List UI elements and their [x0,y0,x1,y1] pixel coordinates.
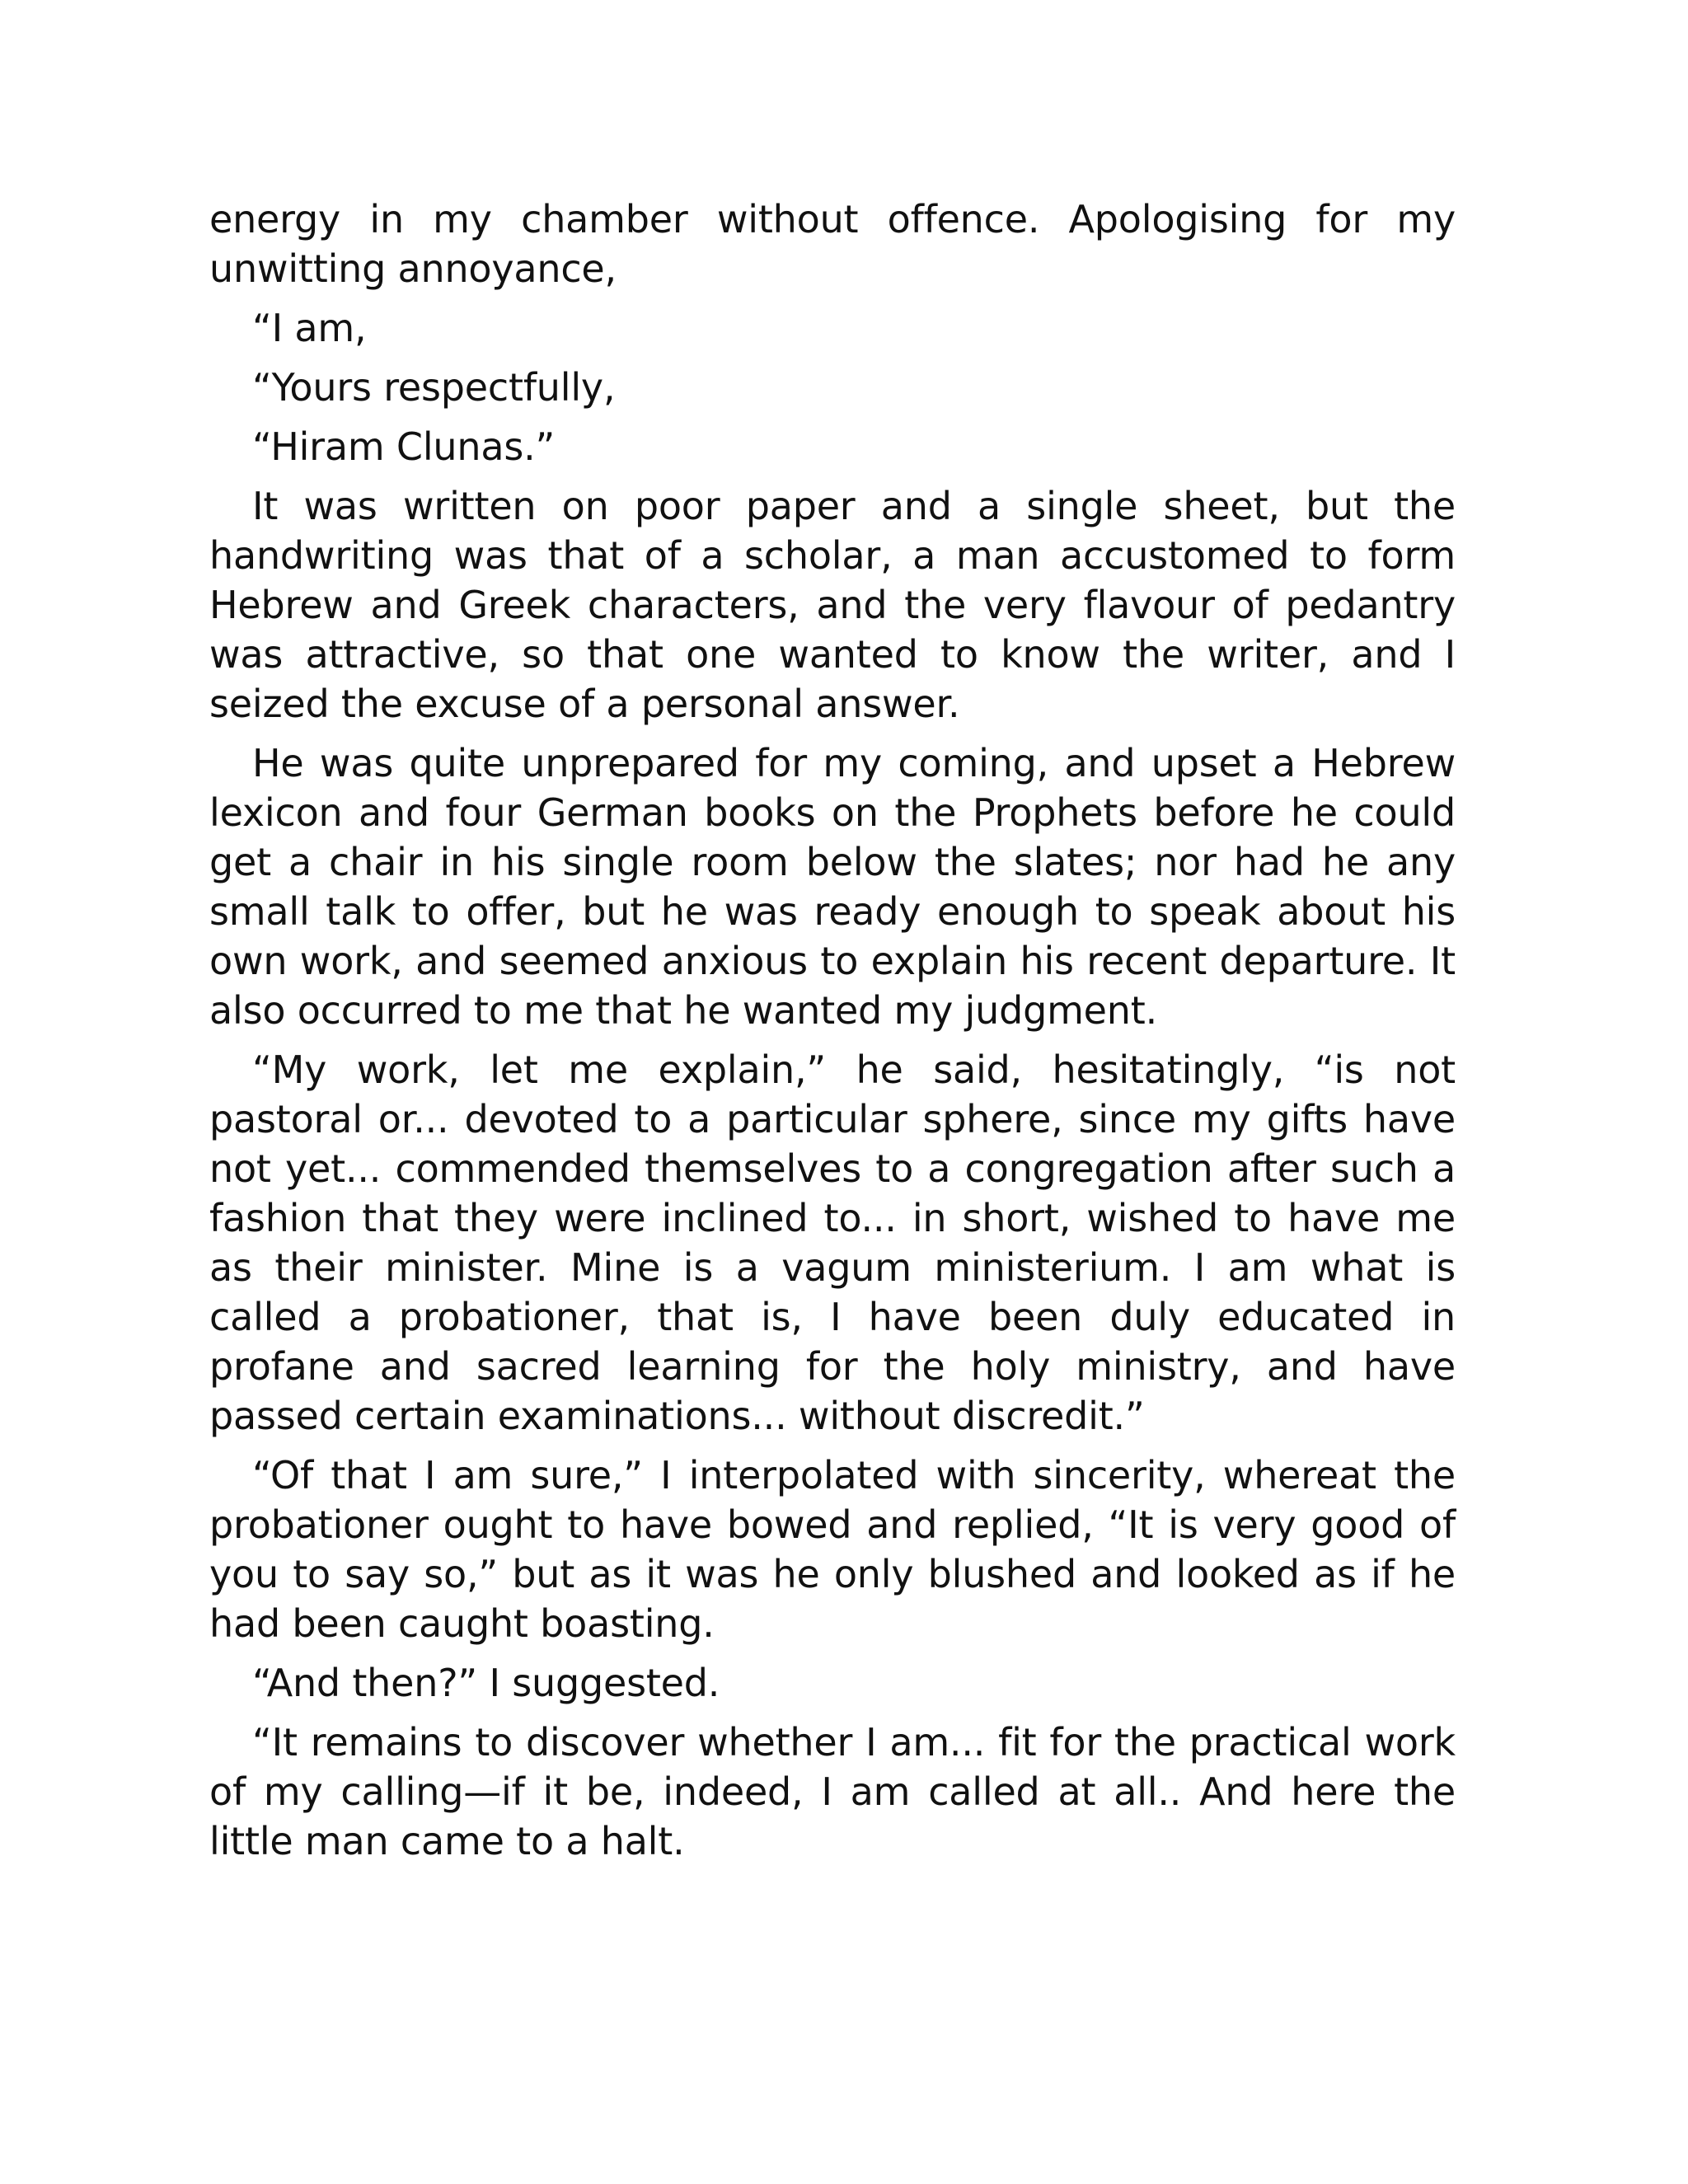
paragraph-handwriting: It was written on poor paper and a single sheet, but the handwriting was that of a scholar, a man accustomed to form Hebrew and Greek characters, and the very flavour of pedantry was attractive, so that one wanted to know the writer, and I seized the excuse of a personal answer. [209,484,1456,726]
paragraph-and-then: “And then?” I suggested. [252,1661,720,1705]
paragraph-visit: He was quite unprepared for my coming, and upset a Hebrew lexicon and four German books on the Prophets before he could get a chair in his single room below the slates; nor had he any small talk to offer, but he was ready enough to speak about his own work, and seemed anxious to explain his recent departure. It also occurred to me that he wanted my judgment. [209,741,1456,1033]
paragraph-of-that: “Of that I am sure,” I interpolated with sincerity, whereat the probationer ought to have bowed and replied, “It is very good of you to say so,” but as it was he only blushed and looked as if he had been caught boasting. [209,1453,1456,1646]
letter-closing-respectfully: “Yours respectfully, [252,365,616,410]
page-text [209,194,1456,1876]
paragraph-continuation: energy in my chamber without offence. Apologising for my unwitting annoyance, [209,197,1456,291]
paragraph-it-remains: “It remains to discover whether I am... fit for the practical work of my calling—if it be, indeed, I am called at all.. And here the little man came to a halt. [209,1720,1456,1863]
letter-signature: “Hiram Clunas.” [252,424,556,469]
paragraph-my-work: “My work, let me explain,” he said, hesitatingly, “is not pastoral or... devoted to a particular sphere, since my gifts have not yet... commended themselves to a congregation after such a fashion that they were inclined to... in short, wished to have me as their minister. Mine is a vagum ministerium. I am what is called a probationer, that is, I have been duly educated in profane and sacred learning for the holy ministry, and have passed certain examinations... without discredit.” [209,1047,1456,1438]
letter-closing-i-am: “I am, [252,306,367,350]
